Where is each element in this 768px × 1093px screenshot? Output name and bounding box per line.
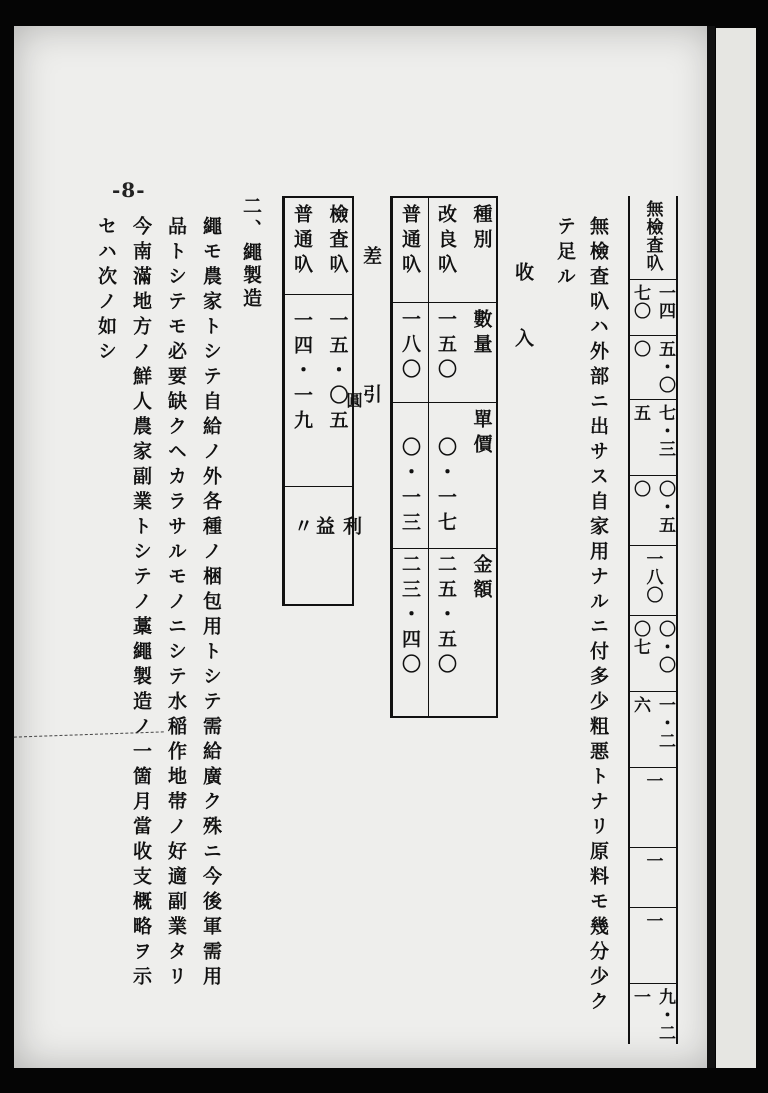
top-cell: 七・三五 [630,400,676,476]
header-kind: 種別 [470,204,493,254]
yen-unit: 圓 [344,392,363,408]
top-cell: 一四七〇 [630,280,676,336]
top-cell: 五・〇〇 [630,336,676,400]
page-number: -8- [112,178,146,202]
table-rule [392,402,496,403]
table-rule [392,302,496,303]
paragraph-line: 今南滿地方ノ鮮人農家副業トシテノ藁繩製造ノ一箇月當收支概略ヲ示 [130,216,152,991]
header-amount: 金額 [470,554,493,604]
top-cell: 一・二六 [630,692,676,768]
top-table-row [628,196,678,1044]
difference-row [284,198,320,604]
table-rule [392,548,496,549]
row-kind: 改良叺 [435,204,457,279]
top-cell: 一 [630,768,676,848]
top-cell: 一八〇 [630,546,676,616]
header-quantity: 數量 [470,309,493,359]
top-cell: 一 [630,848,676,908]
top-cell: 〇・五〇 [630,476,676,546]
row-unit-price: 〇・一七 [435,437,457,537]
paragraph-line: セハ次ノ如シ [95,216,117,366]
table-rule [284,294,352,295]
table-rule [284,486,352,487]
row-amount: 二五・五〇 [435,554,457,679]
diff-kind: 普通叺 [291,204,313,279]
paragraph-line: 無檢査叺ハ外部ニ出サス自家用ナルニ付多少粗悪トナリ原料モ幾分少ク [587,216,609,1016]
section-heading: 二、繩製造 [240,196,262,311]
row-amount: 二三・四〇 [399,554,421,679]
paragraph-line: 繩モ農家トシテ自給ノ外各種ノ梱包用トシテ需給廣ク殊ニ今後軍需用 [200,216,222,991]
revenue-table [390,196,498,718]
adjacent-page-edge [716,28,756,1068]
header-unit-price: 單價 [470,409,493,459]
diff-kind: 檢査叺 [326,204,349,279]
diff-value: 一四・一九 [291,310,313,435]
top-cell: 九・二一 [630,988,675,1042]
revenue-row [392,198,428,716]
book-spine [707,26,715,1068]
row-quantity: 一五〇 [435,309,457,384]
ditto-mark: 〃 [291,516,313,541]
top-cell: 〇・〇〇七 [630,616,676,692]
profit-label: 利益 [313,516,362,565]
revenue-heading: 收 入 [512,262,534,361]
top-cell: 一 [630,908,676,984]
row-quantity: 一八〇 [399,309,421,384]
row-unit-price: 〇・一三 [399,437,421,537]
paragraph-line: テ足ル [554,216,576,291]
difference-heading: 差 引 [360,246,382,453]
revenue-row [428,198,464,716]
revenue-header-column [464,198,500,716]
paragraph-line: 品トシテモ必要缺クヘカラサルモノニシテ水稲作地帯ノ好適副業タリ [165,216,187,991]
row-kind: 普通叺 [399,204,421,279]
diff-value: 一五・〇五 [326,310,349,435]
top-cell-label: 無檢査叺 [630,196,676,280]
